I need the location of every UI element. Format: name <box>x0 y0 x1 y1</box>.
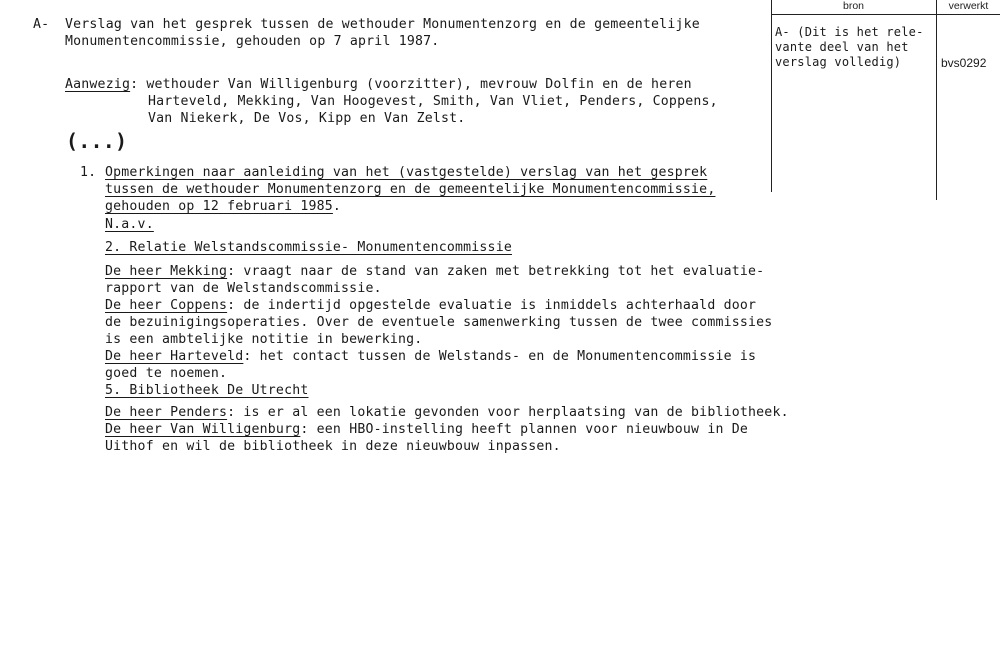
present-text-1: wethouder Van Willigenburg (voorzitter), mevrouw Dolfin en de heren <box>146 77 692 92</box>
item1-title-line-3 <box>105 199 341 215</box>
bron-note-line-3: verslag volledig) <box>775 55 902 69</box>
statement-text: : is er al een lokatie gevonden voor herplaatsing van de bibliotheek. <box>227 405 789 420</box>
table-divider-left <box>771 0 772 192</box>
present-line-3: Van Niekerk, De Vos, Kipp en Van Zelst. <box>148 111 466 126</box>
bron-note-line-1: A- (Dit is het rele- <box>775 25 924 39</box>
statement-text: : de indertijd opgestelde evaluatie is inmiddels achterhaald door <box>227 298 757 313</box>
item1-title-line-1: Opmerkingen naar aanleiding van het (vastgestelde) verslag van het gesprek <box>105 165 708 180</box>
present-colon: : <box>130 77 139 92</box>
item1-title-end: . <box>332 199 342 214</box>
item2-statement-1 <box>105 264 764 280</box>
item2-statement-2 <box>105 298 756 314</box>
statement-text: : vraagt naar de stand van zaken met betrekking tot het evaluatie- <box>227 264 765 279</box>
item2-statement-1-cont: rapport van de Welstandscommissie. <box>105 281 382 296</box>
section-marker: A- <box>33 17 50 32</box>
column-header-verwerkt: verwerkt <box>948 0 989 12</box>
item5-statement-2 <box>105 422 748 438</box>
statement-text: : een HBO-instelling heeft plannen voor nieuwbouw in De <box>300 422 749 437</box>
bron-note-line-2: vante deel van het <box>775 40 909 54</box>
speaker-mekking: De heer Mekking <box>105 264 228 279</box>
item5-title: 5. Bibliotheek De Utrecht <box>105 383 309 398</box>
speaker-coppens: De heer Coppens <box>105 298 228 313</box>
verwerkt-reference: bvs0292 <box>941 56 987 70</box>
heading-line-2: Monumentencommissie, gehouden op 7 april 1987. <box>65 34 440 49</box>
item2-title: 2. Relatie Welstandscommissie- Monumentencommissie <box>105 240 512 255</box>
present-line-2: Harteveld, Mekking, Van Hoogevest, Smith, Van Vliet, Penders, Coppens, <box>148 94 718 109</box>
ellipsis: (...) <box>66 129 128 153</box>
item5-statement-2-cont: Uithof en wil de bibliotheek in deze nieuwbouw inpassen. <box>105 439 561 454</box>
heading-line-1: Verslag van het gesprek tussen de wethouder Monumentenzorg en de gemeentelijke <box>65 17 700 32</box>
item1-title-line-2: tussen de wethouder Monumentenzorg en de gemeentelijke Monumentencommissie, <box>105 182 716 197</box>
item2-statement-2-cont-2: is een ambtelijke notitie in bewerking. <box>105 332 423 347</box>
item5-statement-1 <box>105 405 789 421</box>
item2-statement-3-cont: goed te noemen. <box>105 366 228 381</box>
item1-title-date: gehouden op 12 februari 1985 <box>105 199 333 214</box>
item2-statement-3 <box>105 349 756 365</box>
table-divider-middle <box>936 0 937 200</box>
speaker-penders: De heer Penders <box>105 405 228 420</box>
table-header-rule <box>771 14 1000 15</box>
speaker-van-willigenburg: De heer Van Willigenburg <box>105 422 301 437</box>
item2-statement-2-cont-1: de bezuinigingsoperaties. Over de eventuele samenwerking tussen de twee commissies <box>105 315 773 330</box>
item1-note: N.a.v. <box>105 217 154 232</box>
column-header-bron: bron <box>842 0 864 12</box>
present-line-1 <box>65 77 692 93</box>
source-table <box>771 0 1000 200</box>
item1-number: 1. <box>80 165 97 180</box>
present-label: Aanwezig <box>65 77 131 92</box>
speaker-harteveld: De heer Harteveld <box>105 349 244 364</box>
statement-text: : het contact tussen de Welstands- en de Monumentencommissie is <box>243 349 757 364</box>
